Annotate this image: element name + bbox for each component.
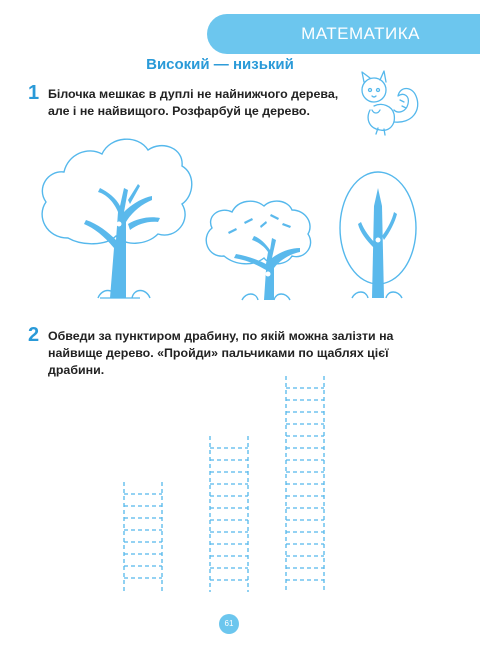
task-1-line-2: але і не найвищого. Розфарбуй це дерево. xyxy=(48,104,310,118)
tall-tree xyxy=(42,139,192,298)
subject-header-tab xyxy=(207,14,480,54)
short-tree xyxy=(206,201,310,300)
medium-ladder xyxy=(210,436,248,592)
oval-tree xyxy=(340,172,416,298)
tall-ladder xyxy=(286,376,324,592)
task-1-text xyxy=(48,86,338,120)
lesson-title: Високий — низький xyxy=(146,56,294,73)
subject-title: МАТЕМАТИКА xyxy=(301,24,420,43)
task-1-line-1: Білочка мешкає в дуплі не найнижчого дерева, xyxy=(48,87,339,101)
page-number-badge: 61 xyxy=(219,614,239,634)
task-2-line-1: Обведи за пунктиром драбину, по якій можна залізти на xyxy=(48,329,394,343)
trees-illustration xyxy=(28,128,418,308)
task-2-number: 2 xyxy=(28,324,40,346)
task-2-line-2: найвище дерево. «Пройди» пальчиками по щаблях цієї xyxy=(48,346,389,360)
task-1-number: 1 xyxy=(28,82,40,104)
task-2-line-3: драбини. xyxy=(48,363,105,377)
short-ladder xyxy=(124,482,162,592)
ladders-illustration xyxy=(100,370,340,595)
